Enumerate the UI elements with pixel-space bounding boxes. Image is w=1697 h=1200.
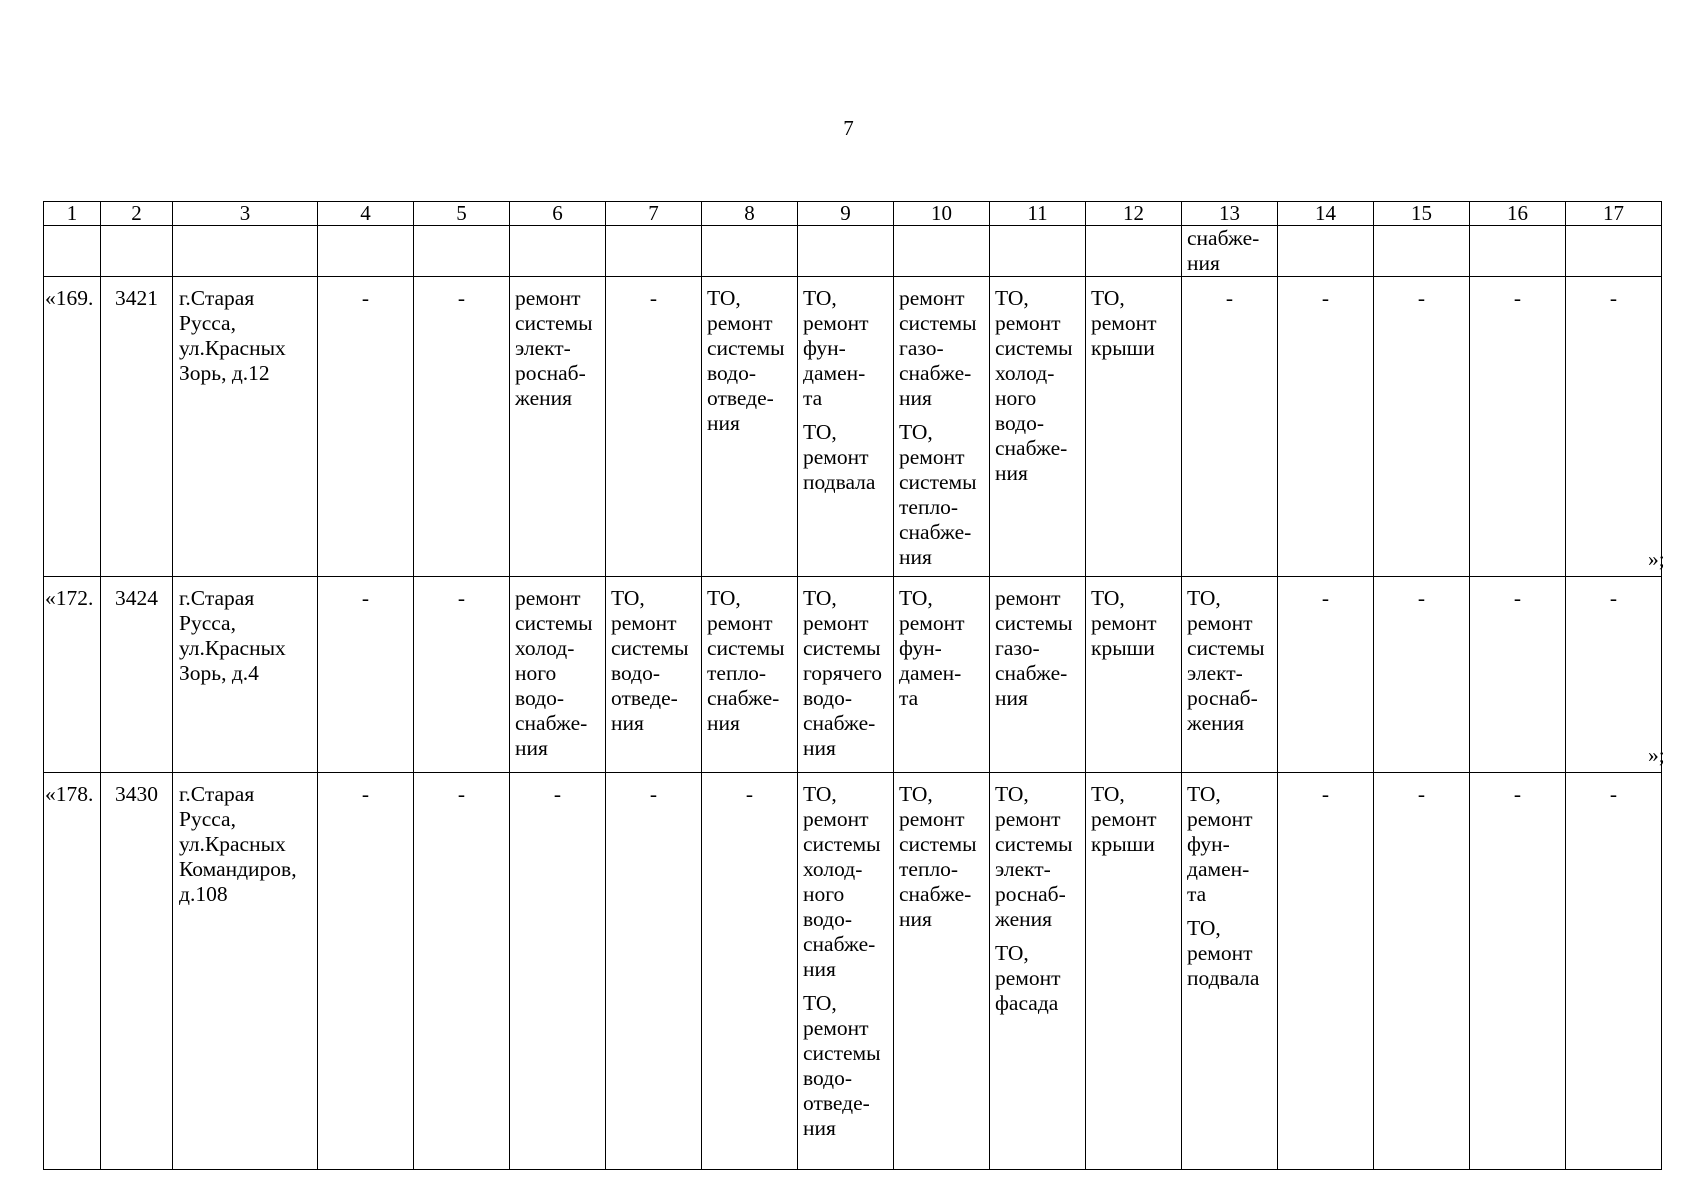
- work-cell-col10: [894, 577, 990, 773]
- work-cell-col11: [990, 277, 1086, 577]
- building-number: 3424: [101, 577, 173, 773]
- carry-over-cell-3: [173, 226, 318, 277]
- carry-over-cell-7: [606, 226, 702, 277]
- empty-work-cell-col14: -: [1278, 577, 1374, 773]
- building-address: г.Старая Русса, ул.Красных Командиров, д.108: [173, 773, 318, 1170]
- carry-over-cell-5: [414, 226, 510, 277]
- work-cell-col11: [990, 577, 1086, 773]
- work-cell-col11: [990, 773, 1086, 1170]
- building-address: г.Старая Русса, ул.Красных Зорь, д.4: [173, 577, 318, 773]
- empty-work-cell-col17: -: [1566, 277, 1662, 577]
- empty-work-cell-col15: -: [1374, 773, 1470, 1170]
- work-cell-col13: [1182, 577, 1278, 773]
- row-index: «178.: [44, 773, 101, 1170]
- carry-over-cell-14: [1278, 226, 1374, 277]
- work-cell-col9: [798, 277, 894, 577]
- work-item: ТО, ремонт системы тепло- снабже- ния: [707, 586, 785, 735]
- column-number-12: 12: [1086, 202, 1182, 226]
- work-item: ТО, ремонт системы холод- ного водо- снабже- ния: [995, 286, 1073, 485]
- work-item: ремонт системы газо- снабже- ния: [899, 286, 977, 410]
- row-index: «172.: [44, 577, 101, 773]
- work-item: ремонт системы элект- роснаб- жения: [515, 286, 593, 410]
- work-cell-col7: [606, 577, 702, 773]
- column-number-5: 5: [414, 202, 510, 226]
- work-item: ТО, ремонт системы тепло- снабже- ния: [899, 782, 977, 931]
- empty-work-cell-col5: -: [414, 577, 510, 773]
- empty-work-cell-col4: -: [318, 577, 414, 773]
- carry-over-row: [44, 226, 1662, 277]
- empty-work-cell-col17: -: [1566, 577, 1662, 773]
- column-number-17: 17: [1566, 202, 1662, 226]
- column-number-13: 13: [1182, 202, 1278, 226]
- column-number-1: 1: [44, 202, 101, 226]
- table-row: [44, 277, 1662, 577]
- empty-work-cell-col15: -: [1374, 577, 1470, 773]
- empty-work-cell-col5: -: [414, 773, 510, 1170]
- work-item: ТО, ремонт подвала: [1187, 916, 1260, 990]
- row-close-mark: »;: [1648, 742, 1665, 767]
- work-item: ТО, ремонт системы горячего водо- снабже- ния: [803, 586, 883, 760]
- work-cell-col8: [702, 277, 798, 577]
- carry-over-cell-11: [990, 226, 1086, 277]
- work-item: ТО, ремонт фун- дамен- та: [1187, 782, 1253, 906]
- table-row: [44, 577, 1662, 773]
- carry-over-cell-15: [1374, 226, 1470, 277]
- carry-over-cell-4: [318, 226, 414, 277]
- work-item: ТО, ремонт системы водо- отведе- ния: [611, 586, 689, 735]
- carry-over-cell-13: [1182, 226, 1278, 277]
- work-item: ремонт системы газо- снабже- ния: [995, 586, 1073, 710]
- column-number-11: 11: [990, 202, 1086, 226]
- column-number-14: 14: [1278, 202, 1374, 226]
- carry-over-cell-12: [1086, 226, 1182, 277]
- work-item: ТО, ремонт крыши: [1091, 586, 1157, 660]
- carry-over-cell-10: [894, 226, 990, 277]
- work-item: ТО, ремонт крыши: [1091, 782, 1157, 856]
- column-number-6: 6: [510, 202, 606, 226]
- work-item: ТО, ремонт фун- дамен- та: [899, 586, 965, 710]
- work-cell-col9: [798, 577, 894, 773]
- column-number-7: 7: [606, 202, 702, 226]
- empty-work-cell-col15: -: [1374, 277, 1470, 577]
- column-number-2: 2: [101, 202, 173, 226]
- work-cell-col12: [1086, 277, 1182, 577]
- work-item: ТО, ремонт системы тепло- снабже- ния: [899, 420, 977, 569]
- work-cell-col12: [1086, 773, 1182, 1170]
- carry-over-cell-16: [1470, 226, 1566, 277]
- work-cell-col9: [798, 773, 894, 1170]
- empty-work-cell-col16: -: [1470, 577, 1566, 773]
- carry-over-cell-6: [510, 226, 606, 277]
- empty-work-cell-col8: -: [702, 773, 798, 1170]
- work-item: ТО, ремонт системы водо- отведе- ния: [803, 991, 881, 1140]
- work-item: ремонт системы холод- ного водо- снабже- ния: [515, 586, 593, 760]
- carry-over-cell-9: [798, 226, 894, 277]
- column-number-3: 3: [173, 202, 318, 226]
- carry-over-cell-1: [44, 226, 101, 277]
- column-number-4: 4: [318, 202, 414, 226]
- work-item: ТО, ремонт системы водо- отведе- ния: [707, 286, 785, 435]
- work-cell-col8: [702, 577, 798, 773]
- empty-work-cell-col4: -: [318, 773, 414, 1170]
- empty-work-cell-col17: -: [1566, 773, 1662, 1170]
- work-cell-col6: [510, 277, 606, 577]
- page-number: 7: [843, 116, 854, 140]
- work-cell-col12: [1086, 577, 1182, 773]
- column-number-16: 16: [1470, 202, 1566, 226]
- empty-work-cell-col13: -: [1182, 277, 1278, 577]
- empty-work-cell-col5: -: [414, 277, 510, 577]
- empty-work-cell-col16: -: [1470, 773, 1566, 1170]
- carry-over-cell-8: [702, 226, 798, 277]
- carry-over-text: снабже- ния: [1187, 226, 1260, 275]
- empty-work-cell-col14: -: [1278, 277, 1374, 577]
- column-number-10: 10: [894, 202, 990, 226]
- carry-over-cell-2: [101, 226, 173, 277]
- work-item: ТО, ремонт подвала: [803, 420, 876, 494]
- table-row: [44, 773, 1662, 1170]
- empty-work-cell-col14: -: [1278, 773, 1374, 1170]
- building-number: 3421: [101, 277, 173, 577]
- work-item: ТО, ремонт крыши: [1091, 286, 1157, 360]
- column-number-header-row: [44, 202, 1662, 226]
- repair-schedule-table: [43, 201, 1662, 1170]
- empty-work-cell-col16: -: [1470, 277, 1566, 577]
- work-cell-col10: [894, 277, 990, 577]
- work-cell-col13: [1182, 773, 1278, 1170]
- work-item: ТО, ремонт системы элект- роснаб- жения: [995, 782, 1073, 931]
- building-address: г.Старая Русса, ул.Красных Зорь, д.12: [173, 277, 318, 577]
- carry-over-cell-17: [1566, 226, 1662, 277]
- building-number: 3430: [101, 773, 173, 1170]
- empty-work-cell-col7: -: [606, 773, 702, 1170]
- work-cell-col10: [894, 773, 990, 1170]
- empty-work-cell-col6: -: [510, 773, 606, 1170]
- column-number-8: 8: [702, 202, 798, 226]
- work-item: ТО, ремонт системы элект- роснаб- жения: [1187, 586, 1265, 735]
- column-number-15: 15: [1374, 202, 1470, 226]
- work-item: ТО, ремонт фун- дамен- та: [803, 286, 869, 410]
- work-cell-col6: [510, 577, 606, 773]
- column-number-9: 9: [798, 202, 894, 226]
- empty-work-cell-col7: -: [606, 277, 702, 577]
- work-item: ТО, ремонт системы холод- ного водо- снабже- ния: [803, 782, 881, 981]
- row-index: «169.: [44, 277, 101, 577]
- empty-work-cell-col4: -: [318, 277, 414, 577]
- work-item: ТО, ремонт фасада: [995, 941, 1061, 1015]
- row-close-mark: »;: [1648, 546, 1665, 571]
